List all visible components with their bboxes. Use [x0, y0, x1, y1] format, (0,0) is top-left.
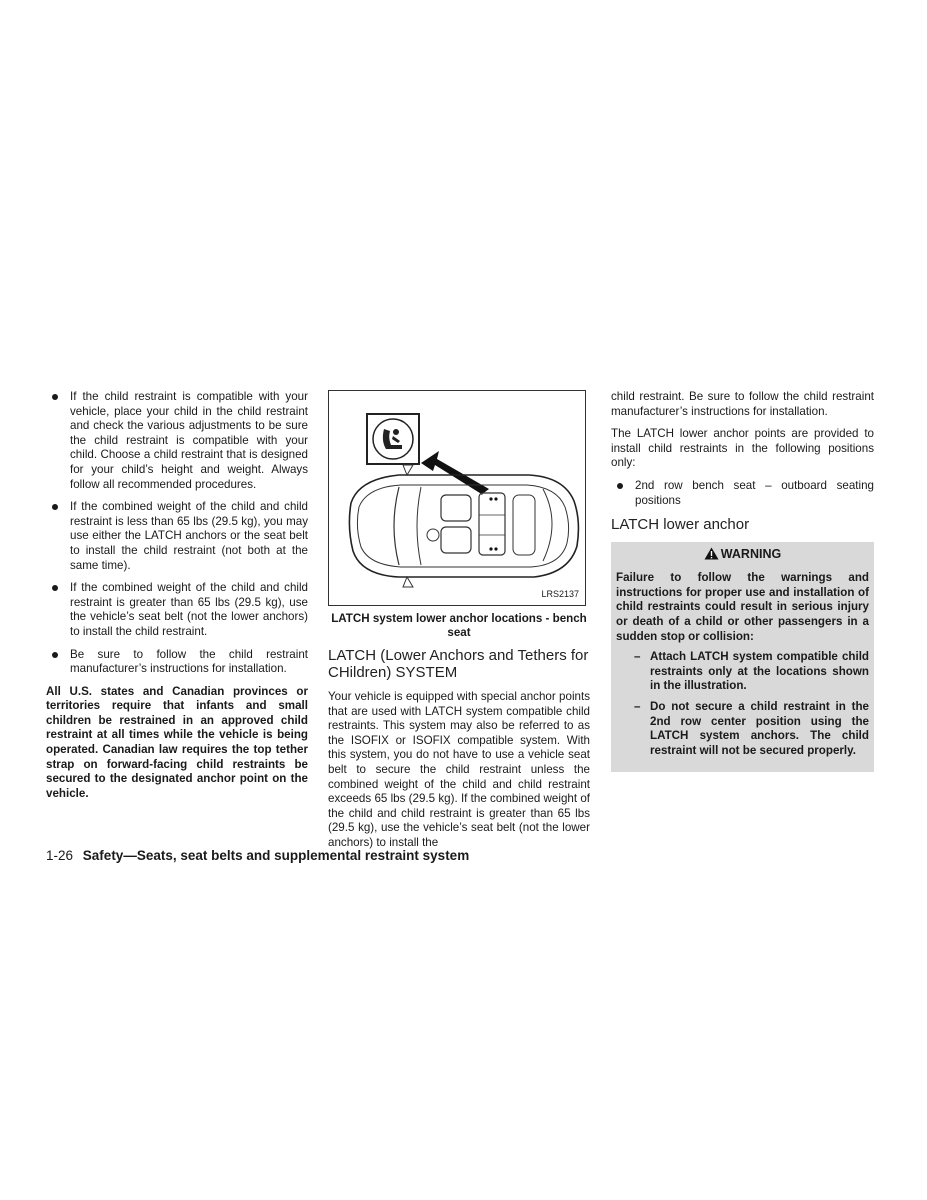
warning-list	[616, 650, 869, 758]
warning-label: WARNING	[720, 547, 782, 562]
legal-requirement-paragraph: All U.S. states and Canadian provinces or territories require that infants and small children be restrained in an approved child restraint at all times while the vehicle is being operated. Canadian law requires the top tether strap on forward-facing child restraints be secured to the designated anchor point on the vehicle.	[46, 684, 308, 800]
latch-anchor-illustration	[328, 390, 586, 606]
body-paragraph: child restraint. Be sure to follow the child restraint manufacturer’s instructions for installation.	[611, 390, 874, 418]
list-item: If the child restraint is compatible with your vehicle, place your child in the child restraint and check the various adjustments to be sure the child restraint is compatible with your child. Choose a child restraint that is designed for your child’s height and weight. Always follow all recommended procedures.	[46, 390, 308, 492]
body-paragraph: The LATCH lower anchor points are provided to install child restraints in the following positions only:	[611, 427, 874, 470]
bullet-list	[611, 479, 874, 508]
page-number: 1-26	[46, 848, 74, 863]
list-item: – Attach LATCH system compatible child restraints only at the locations shown in the illustration.	[616, 650, 869, 694]
body-paragraph: Your vehicle is equipped with special anchor points that are used with LATCH system compatible child restraints. This system may also be referred to as the ISOFIX or ISOFIX compatible system. With this system, you do not have to use a vehicle seat belt to secure the child restraint unless the combined weight of the child and child restraint exceeds 65 lbs (29.5 kg). If the combined weight of the child and child restraint is greater than 65 lbs (29.5 kg), use the vehicle’s seat belt (not the lower anchors) to install the	[328, 690, 590, 849]
bullet-list	[46, 390, 308, 677]
section-heading: LATCH (Lower Anchors and Tethers for CHildren) SYSTEM	[328, 647, 589, 681]
middle-column	[328, 390, 590, 859]
section-heading: LATCH lower anchor	[611, 516, 750, 534]
warning-title	[616, 546, 869, 566]
child-seat-anchor-icon	[367, 414, 419, 464]
left-column	[46, 390, 308, 801]
warning-text: Failure to follow the warnings and instructions for proper use and installation of child restraints could result in serious injury or death of a child or other passengers in a sudden stop or collision:	[616, 571, 869, 643]
vehicle-top-view-drawing	[329, 391, 586, 606]
warning-triangle-icon	[704, 547, 719, 560]
list-item: If the combined weight of the child and child restraint is greater than 65 lbs (29.5 kg), use the vehicle’s seat belt (not the lower anchors) to install the child restraint.	[46, 581, 308, 639]
section-title: Safety—Seats, seat belts and supplemental restraint system	[82, 848, 470, 863]
warning-box	[611, 542, 874, 772]
page-footer	[46, 848, 469, 864]
list-item: – Do not secure a child restraint in the 2nd row center position using the LATCH system anchors. The child restraint will not be secured properly.	[616, 700, 869, 758]
right-column	[611, 390, 874, 772]
figure-code: LRS2137	[541, 589, 579, 600]
list-item: Be sure to follow the child restraint manufacturer’s instructions for installation.	[46, 648, 308, 677]
list-item: 2nd row bench seat – outboard seating positions	[611, 479, 874, 508]
figure-caption: LATCH system lower anchor locations - bench seat	[331, 612, 587, 639]
list-item: If the combined weight of the child and child restraint is less than 65 lbs (29.5 kg), you may use either the LATCH anchors or the seat belt to install the child restraint (not both at the same time).	[46, 500, 308, 573]
